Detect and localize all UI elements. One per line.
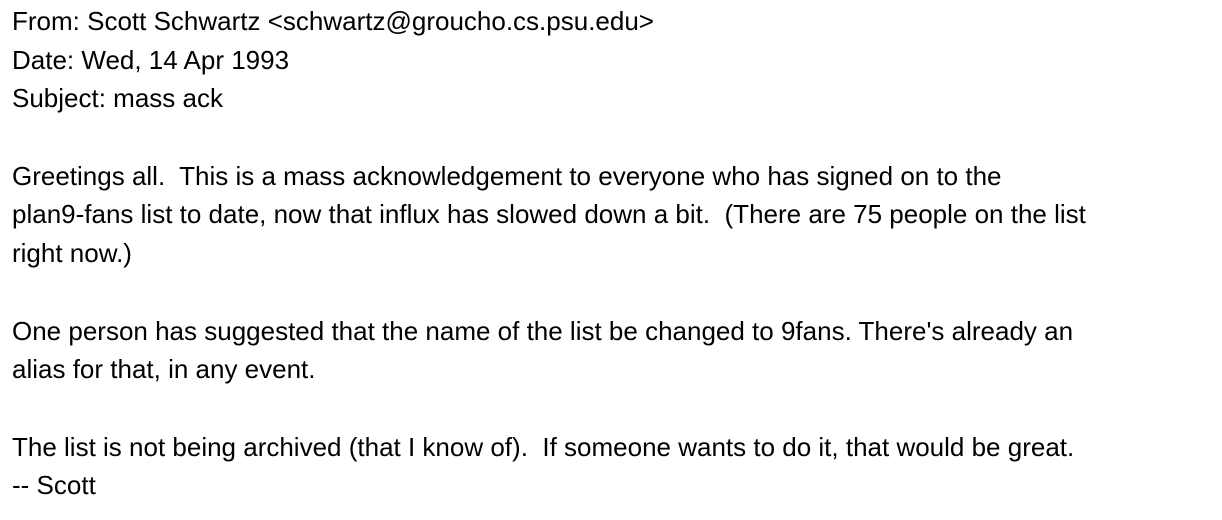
subject-header: Subject: mass ack (12, 83, 223, 114)
body-line: The list is not being archived (that I know of). If someone wants to do it, that would be great. (12, 431, 1075, 462)
signature: -- Scott (12, 470, 96, 501)
body-line: Greetings all. This is a mass acknowledgement to everyone who has signed on to the (12, 160, 1002, 191)
body-line: One person has suggested that the name of the list be changed to 9fans. There's already an (12, 315, 1074, 346)
blank-line (12, 389, 1222, 428)
body-line: alias for that, in any event. (12, 354, 316, 385)
body-line: right now.) (12, 238, 132, 269)
blank-line (12, 118, 1222, 157)
from-header: From: Scott Schwartz <schwartz@groucho.cs.psu.edu> (12, 6, 654, 36)
blank-line (12, 273, 1222, 312)
body-line: plan9-fans list to date, now that influx has slowed down a bit. (There are 75 people on the list (12, 199, 1086, 230)
date-header: Date: Wed, 14 Apr 1993 (12, 44, 290, 75)
